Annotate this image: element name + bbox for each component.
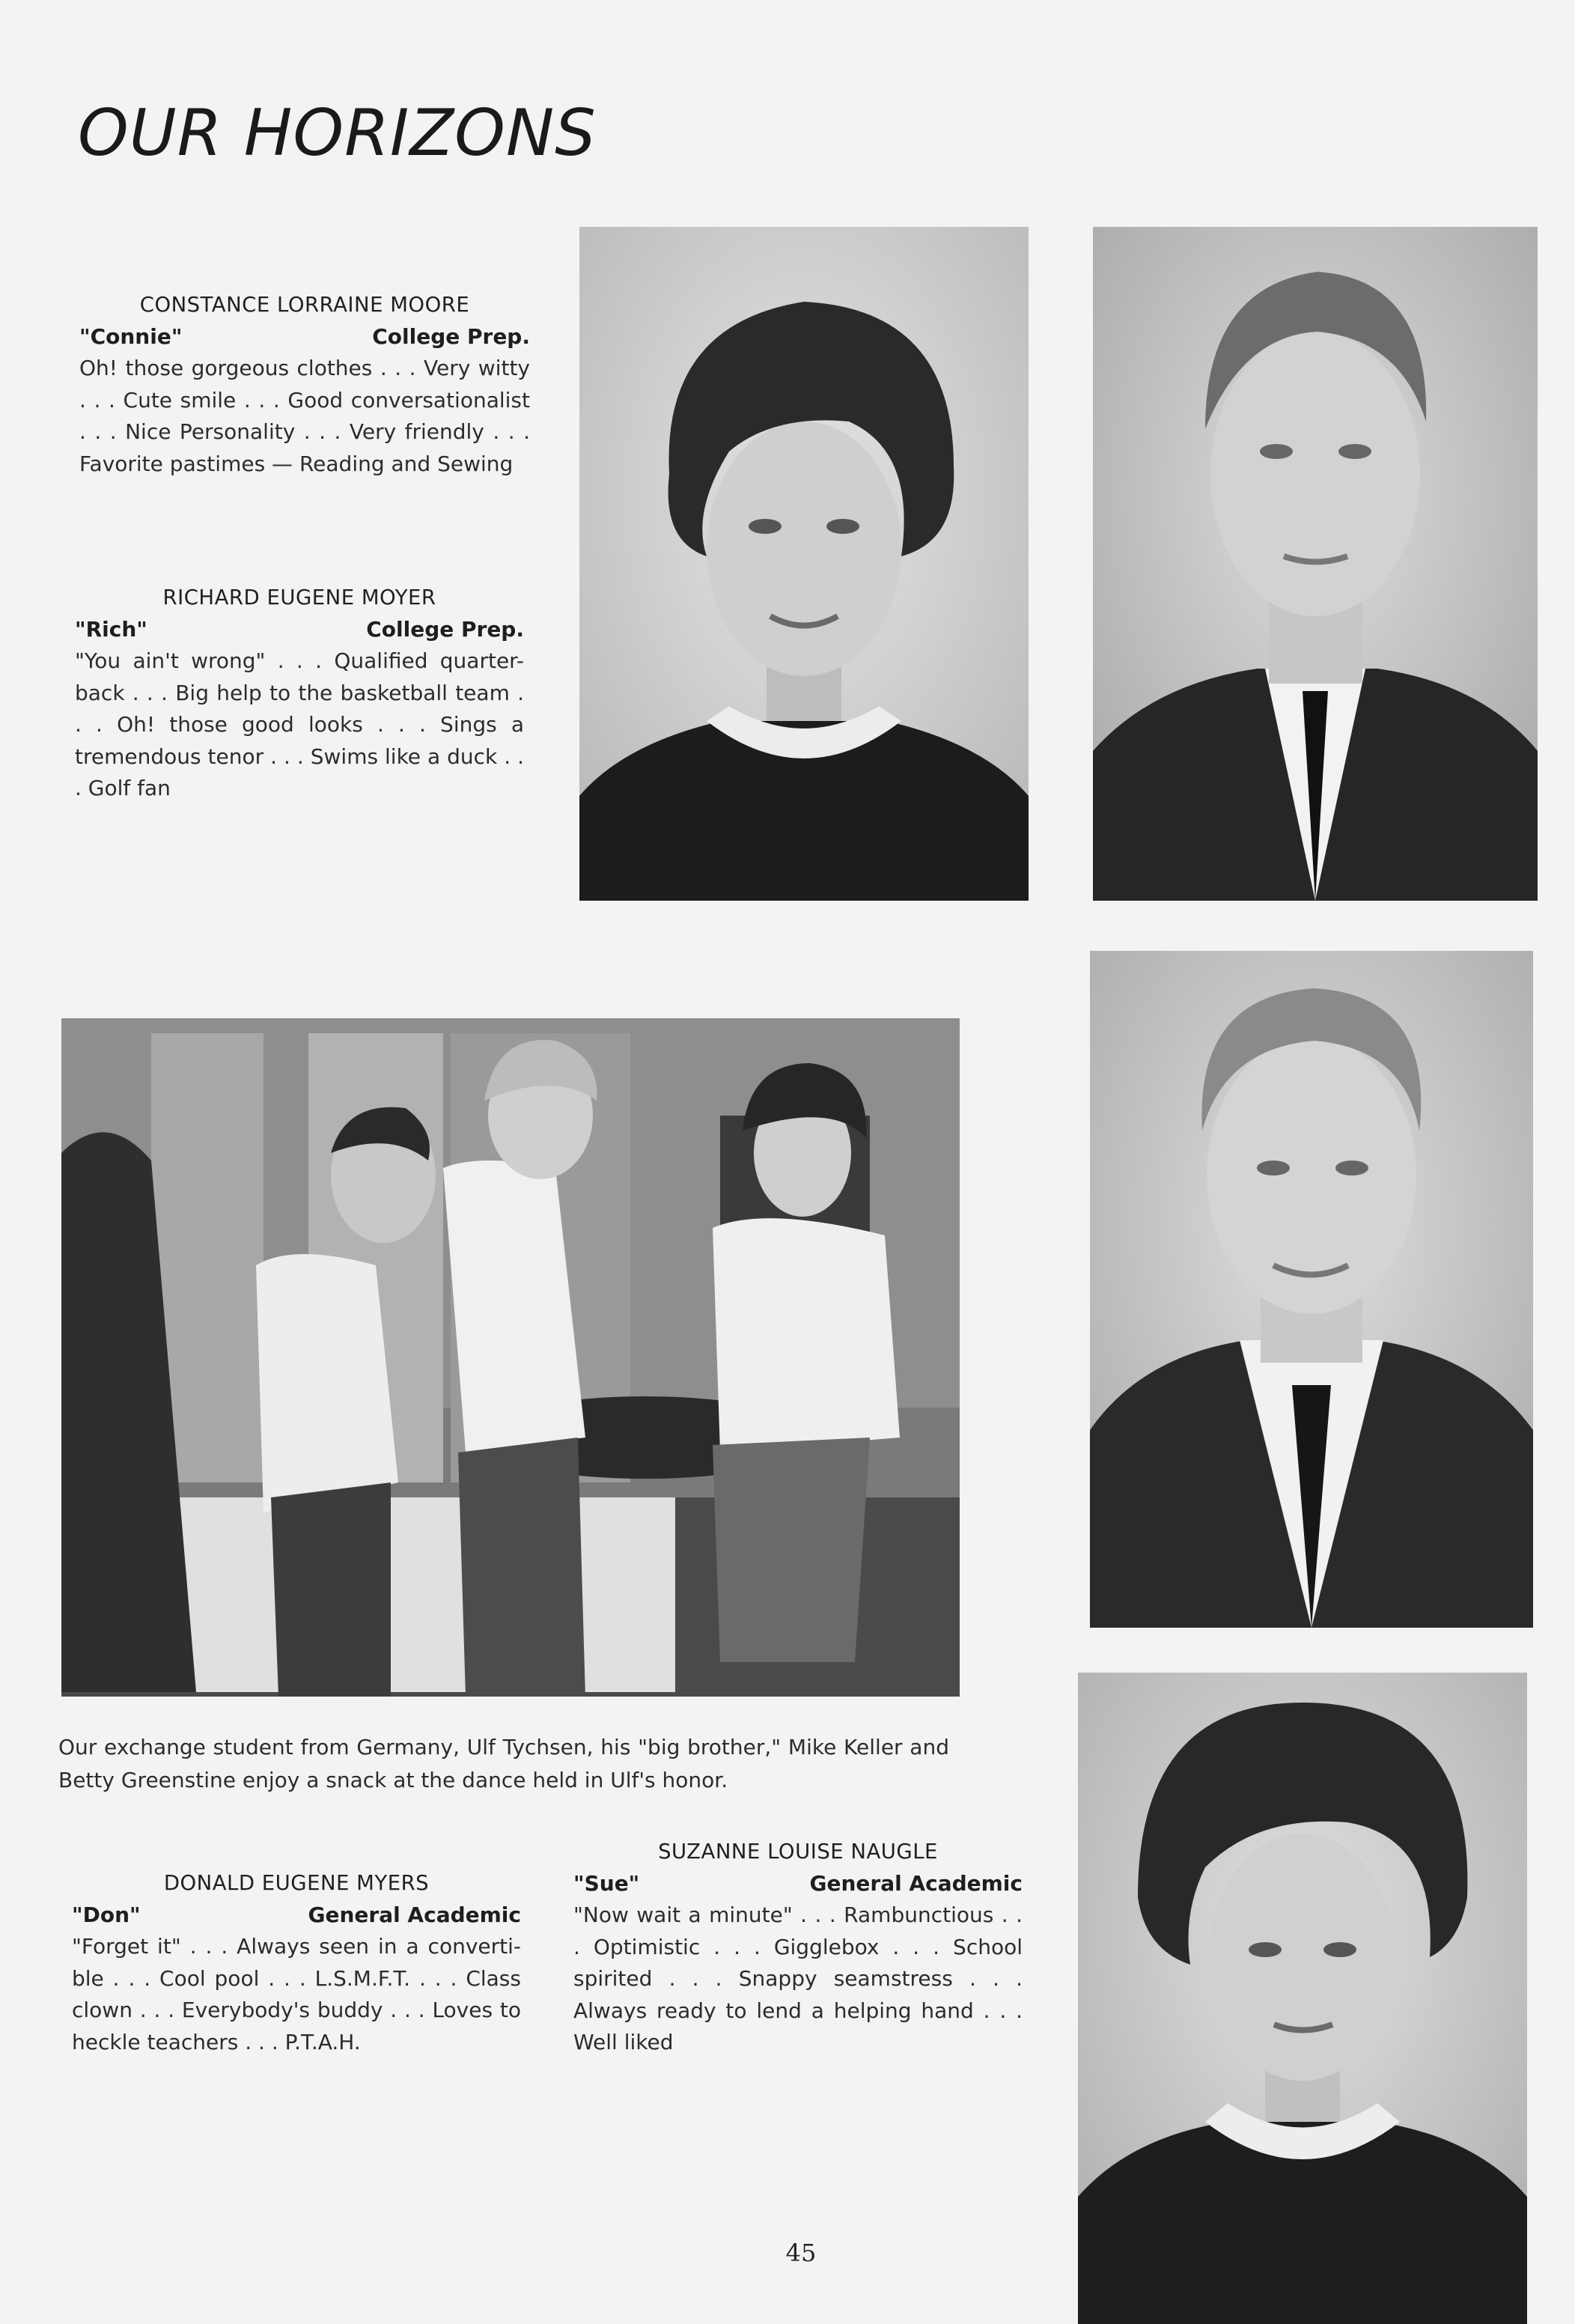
portrait-photo-constance-moore (579, 227, 1029, 901)
snack-table-scene-illustration (61, 1018, 960, 1697)
portrait-girl-illustration (579, 227, 1029, 901)
bio-course: College Prep. (372, 323, 530, 349)
bio-course: General Academic (809, 1870, 1023, 1896)
bio-text: "Forget it" . . . Always seen in a converti-ble . . . Cool pool . . . L.S.M.F.T. . . . Class clown . . . Everybody's buddy . . . Loves to heckle teachers . . . P.T.A.H. (72, 1934, 521, 2054)
bio-name: SUZANNE LOUISE NAUGLE (658, 1840, 938, 1864)
bio-header-row (573, 1868, 1023, 1900)
photo-caption: Our exchange student from Germany, Ulf Tychsen, his "big brother," Mike Keller and Betty Greenstine enjoy a snack at the dance held in Ulf's honor. (58, 1735, 949, 1792)
bio-suzanne-naugle (573, 1836, 1023, 2059)
bio-richard-moyer (75, 582, 524, 805)
bio-donald-myers (72, 1867, 521, 2058)
bio-name: RICHARD EUGENE MOYER (162, 585, 436, 609)
portrait-boy-illustration (1090, 951, 1533, 1628)
portrait-photo-donald-myers (1090, 951, 1533, 1628)
bio-nickname: "Connie" (79, 323, 183, 349)
bio-nickname: "Rich" (75, 616, 147, 642)
bio-course: General Academic (308, 1902, 521, 1927)
bio-name: CONSTANCE LORRAINE MOORE (139, 293, 470, 317)
portrait-photo-suzanne-naugle (1078, 1673, 1527, 2324)
portrait-girl-illustration (1078, 1673, 1527, 2324)
bio-header-row (72, 1899, 521, 1932)
group-candid-photo (61, 1018, 960, 1697)
bio-text: Oh! those gorgeous clothes . . . Very witty . . . Cute smile . . . Good conversationalist . . . Nice Personality . . . Very friendly . . . Favorite pastimes — Reading and Sewing (79, 356, 530, 476)
bio-header-row (75, 614, 524, 646)
bio-text: "Now wait a minute" . . . Rambunctious . . . Optimistic . . . Gigglebox . . . School spirited . . . Snappy seamstress . . . Always ready to lend a helping hand . . . Well liked (573, 1902, 1023, 2054)
portrait-boy-illustration (1093, 227, 1538, 901)
bio-constance-moore (79, 289, 530, 480)
page-title: OUR HORIZONS (78, 96, 597, 171)
portrait-photo-richard-moyer (1093, 227, 1538, 901)
bio-nickname: "Sue" (573, 1870, 640, 1896)
page-number: 45 (785, 2239, 817, 2267)
bio-header-row (79, 321, 530, 353)
bio-course: College Prep. (366, 616, 524, 642)
bio-name: DONALD EUGENE MYERS (163, 1871, 430, 1895)
bio-nickname: "Don" (72, 1902, 141, 1927)
bio-text: "You ain't wrong" . . . Qualified quarter-back . . . Big help to the basketball team . . . Oh! those good looks . . . Sings a tremendous tenor . . . Swims like a duck . . . Golf fan (75, 648, 524, 800)
